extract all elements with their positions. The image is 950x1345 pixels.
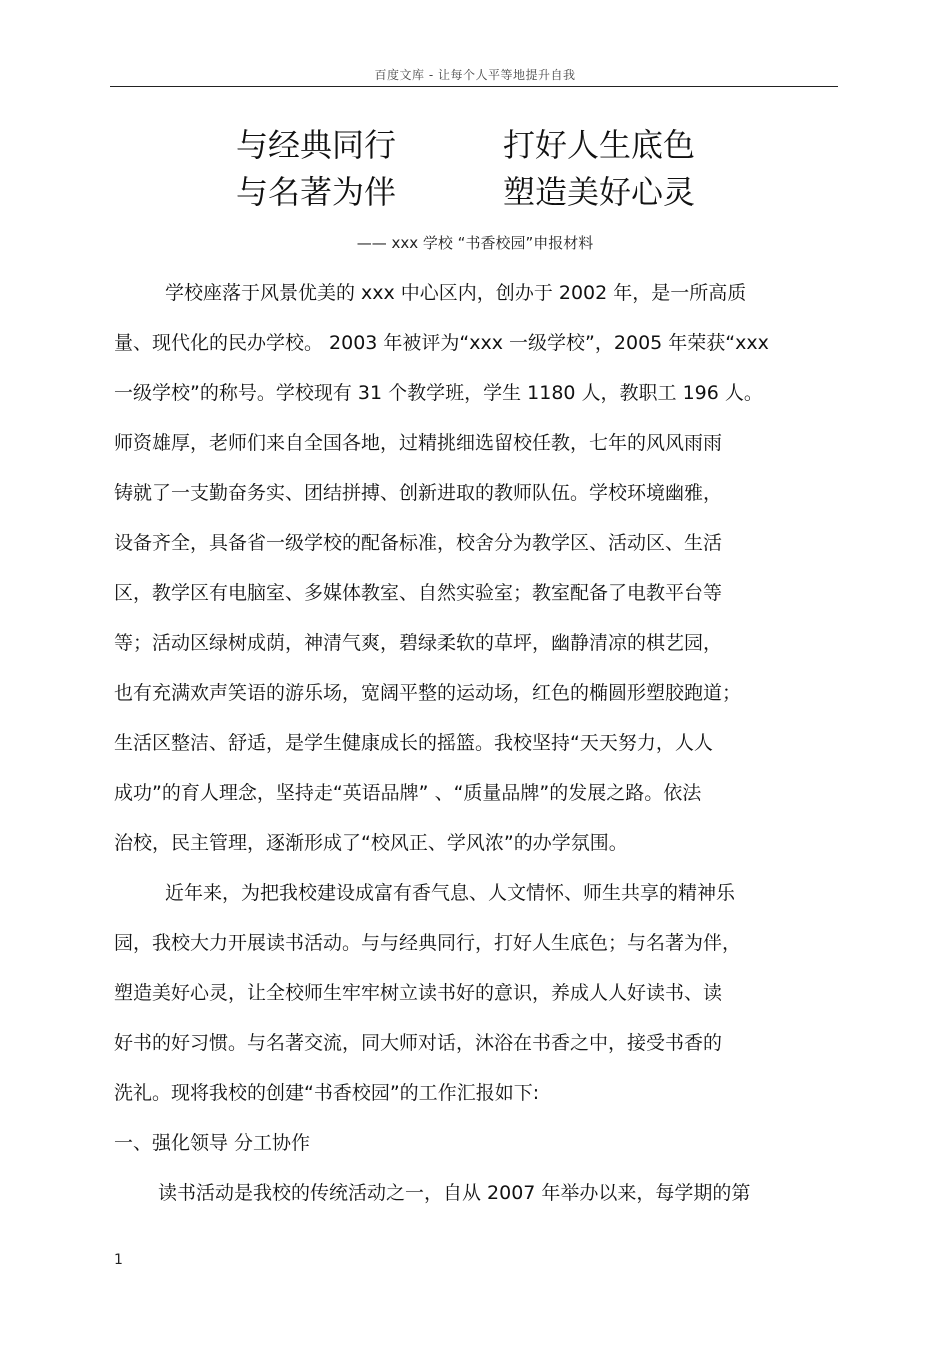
body-line: 一级学校”的称号。学校现有 31 个教学班，学生 1180 人，教职工 196 人。 <box>114 382 763 404</box>
body-line: 读书活动是我校的传统活动之一，自从 2007 年举办以来，每学期的第 <box>158 1182 751 1204</box>
body-line: 设备齐全，具备省一级学校的配备标准，校舍分为教学区、活动区、生活 <box>114 532 723 554</box>
body-line: 生活区整洁、舒适，是学生健康成长的摇篮。我校坚持“天天努力，人人 <box>114 732 713 754</box>
section-heading: 一、强化领导 分工协作 <box>114 1132 311 1154</box>
body-line: 治校，民主管理，逐渐形成了“校风正、学风浓”的办学氛围。 <box>114 832 628 854</box>
body-line: 量、现代化的民办学校。 2003 年被评为“xxx 一级学校”，2005 年荣获“xxx <box>114 332 769 354</box>
body-line: 塑造美好心灵，让全校师生牢牢树立读书好的意识，养成人人好读书、读 <box>114 982 723 1004</box>
title-line-1-right: 打好人生底色 <box>503 126 696 164</box>
body-line: 学校座落于风景优美的 xxx 中心区内，创办于 2002 年，是一所高质 <box>165 282 747 304</box>
title-line-2-right: 塑造美好心灵 <box>503 173 696 211</box>
body-line: 铸就了一支勤奋务实、团结拼搏、创新进取的教师队伍。学校环境幽雅， <box>114 482 723 504</box>
page-number: 1 <box>114 1252 123 1268</box>
body-line: 近年来，为把我校建设成富有香气息、人文情怀、师生共享的精神乐 <box>165 882 736 904</box>
body-line: 成功”的育人理念，坚持走“英语品牌” 、“质量品牌”的发展之路。依法 <box>114 782 702 804</box>
body-line: 等；活动区绿树成荫，神清气爽，碧绿柔软的草坪，幽静清凉的棋艺园， <box>114 632 723 654</box>
body-line: 师资雄厚，老师们来自全国各地，过精挑细选留校任教，七年的风风雨雨 <box>114 432 723 454</box>
title-line-1-left: 与经典同行 <box>236 126 397 164</box>
body-line: 区，教学区有电脑室、多媒体教室、自然实验室；教室配备了电教平台等 <box>114 582 723 604</box>
header-text: 百度文库 - 让每个人平等地提升自我 <box>374 68 576 82</box>
header-divider <box>110 86 838 87</box>
title-line-2-left: 与名著为伴 <box>236 173 397 211</box>
body-line: 好书的好习惯。与名著交流，同大师对话，沐浴在书香之中，接受书香的 <box>114 1032 723 1054</box>
body-line: 洗礼。现将我校的创建“书香校园”的工作汇报如下: <box>114 1082 540 1104</box>
body-line: 也有充满欢声笑语的游乐场，宽阔平整的运动场，红色的椭圆形塑胶跑道； <box>114 682 742 704</box>
document-subtitle: —— xxx 学校 “书香校园”申报材料 <box>356 234 594 252</box>
body-line: 园，我校大力开展读书活动。与与经典同行，打好人生底色；与名著为伴， <box>114 932 742 954</box>
